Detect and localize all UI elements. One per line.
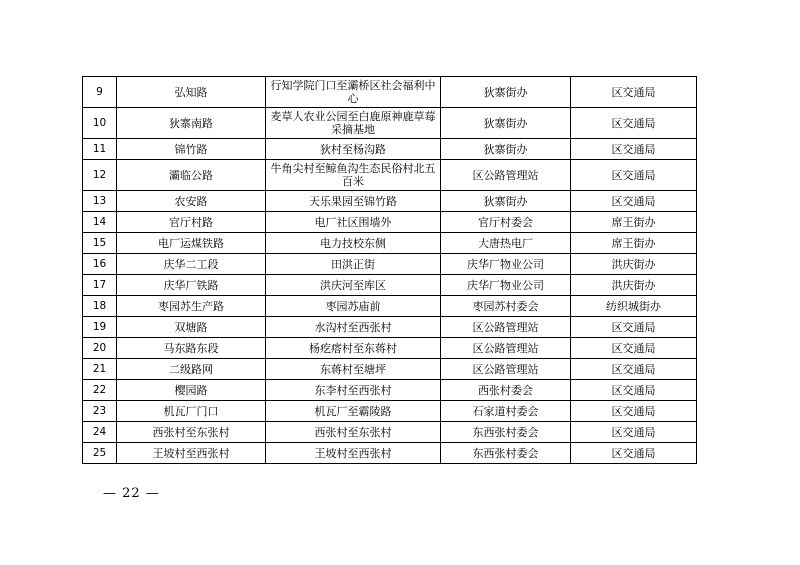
management-unit-cell: 区公路管理站: [441, 160, 571, 191]
management-unit-cell: 枣园苏村委会: [441, 296, 571, 317]
management-unit-cell: 大唐热电厂: [441, 233, 571, 254]
road-section-cell: 西张村至东张村: [266, 422, 441, 443]
management-unit-cell: 狄寨街办: [441, 191, 571, 212]
management-unit-cell: 狄寨街办: [441, 108, 571, 139]
supervising-unit-cell: 洪庆街办: [571, 275, 697, 296]
management-unit-cell: 狄寨街办: [441, 139, 571, 160]
row-number-cell: 15: [83, 233, 117, 254]
supervising-unit-cell: 区交通局: [571, 338, 697, 359]
management-unit-cell: 东西张村委会: [441, 443, 571, 464]
road-name-cell: 庆华二工段: [117, 254, 266, 275]
supervising-unit-cell: 区交通局: [571, 108, 697, 139]
road-section-cell: 天乐果园至锦竹路: [266, 191, 441, 212]
road-section-cell: 枣园苏庙前: [266, 296, 441, 317]
road-name-cell: 二级路网: [117, 359, 266, 380]
management-unit-cell: 区公路管理站: [441, 338, 571, 359]
road-name-cell: 机瓦厂门口: [117, 401, 266, 422]
supervising-unit-cell: 区交通局: [571, 77, 697, 108]
supervising-unit-cell: 区交通局: [571, 422, 697, 443]
table-row: [83, 77, 697, 108]
road-name-cell: 灞临公路: [117, 160, 266, 191]
road-name-cell: 弘知路: [117, 77, 266, 108]
road-name-cell: 锦竹路: [117, 139, 266, 160]
supervising-unit-cell: 纺织城街办: [571, 296, 697, 317]
management-unit-cell: 官厅村委会: [441, 212, 571, 233]
table-row: [83, 380, 697, 401]
road-section-cell: 王坡村至西张村: [266, 443, 441, 464]
management-unit-cell: 区公路管理站: [441, 359, 571, 380]
supervising-unit-cell: 洪庆街办: [571, 254, 697, 275]
table-row: [83, 160, 697, 191]
row-number-cell: 25: [83, 443, 117, 464]
row-number-cell: 17: [83, 275, 117, 296]
row-number-cell: 11: [83, 139, 117, 160]
road-section-cell: 牛角尖村至鲸鱼沟生态民俗村北五百米: [266, 160, 441, 191]
road-name-cell: 马东路东段: [117, 338, 266, 359]
row-number-cell: 24: [83, 422, 117, 443]
row-number-cell: 12: [83, 160, 117, 191]
row-number-cell: 18: [83, 296, 117, 317]
supervising-unit-cell: 席王街办: [571, 212, 697, 233]
road-name-cell: 官厅村路: [117, 212, 266, 233]
table-row: [83, 191, 697, 212]
supervising-unit-cell: 席王街办: [571, 233, 697, 254]
supervising-unit-cell: 区交通局: [571, 139, 697, 160]
supervising-unit-cell: 区交通局: [571, 317, 697, 338]
table-body: [83, 77, 697, 464]
row-number-cell: 20: [83, 338, 117, 359]
road-section-cell: 麦草人农业公园至白鹿原神鹿草莓采摘基地: [266, 108, 441, 139]
road-section-cell: 行知学院门口至灞桥区社会福利中心: [266, 77, 441, 108]
road-name-cell: 西张村至东张村: [117, 422, 266, 443]
management-unit-cell: 区公路管理站: [441, 317, 571, 338]
row-number-cell: 21: [83, 359, 117, 380]
table-row: [83, 108, 697, 139]
road-name-cell: 王坡村至西张村: [117, 443, 266, 464]
road-name-cell: 双塘路: [117, 317, 266, 338]
table-row: [83, 359, 697, 380]
management-unit-cell: 庆华厂物业公司: [441, 254, 571, 275]
road-name-cell: 樱园路: [117, 380, 266, 401]
table-row: [83, 422, 697, 443]
road-management-table: [82, 76, 697, 464]
road-name-cell: 狄寨南路: [117, 108, 266, 139]
table-row: [83, 296, 697, 317]
supervising-unit-cell: 区交通局: [571, 401, 697, 422]
table-row: [83, 212, 697, 233]
road-section-cell: 东李村至西张村: [266, 380, 441, 401]
road-name-cell: 电厂运煤铁路: [117, 233, 266, 254]
road-section-cell: 电力技校东侧: [266, 233, 441, 254]
road-name-cell: 枣园苏生产路: [117, 296, 266, 317]
road-section-cell: 水沟村至西张村: [266, 317, 441, 338]
row-number-cell: 13: [83, 191, 117, 212]
road-section-cell: 机瓦厂至霸陵路: [266, 401, 441, 422]
supervising-unit-cell: 区交通局: [571, 443, 697, 464]
row-number-cell: 22: [83, 380, 117, 401]
table-row: [83, 401, 697, 422]
road-section-cell: 东蒋村至塘坪: [266, 359, 441, 380]
row-number-cell: 16: [83, 254, 117, 275]
management-unit-cell: 西张村委会: [441, 380, 571, 401]
management-unit-cell: 石家道村委会: [441, 401, 571, 422]
row-number-cell: 23: [83, 401, 117, 422]
row-number-cell: 19: [83, 317, 117, 338]
supervising-unit-cell: 区交通局: [571, 359, 697, 380]
management-unit-cell: 东西张村委会: [441, 422, 571, 443]
road-section-cell: 杨疙瘩村至东蒋村: [266, 338, 441, 359]
road-section-cell: 电厂社区围墙外: [266, 212, 441, 233]
road-name-cell: 庆华厂铁路: [117, 275, 266, 296]
table-row: [83, 275, 697, 296]
row-number-cell: 14: [83, 212, 117, 233]
table-row: [83, 443, 697, 464]
table-row: [83, 317, 697, 338]
management-unit-cell: 狄寨街办: [441, 77, 571, 108]
table-row: [83, 233, 697, 254]
supervising-unit-cell: 区交通局: [571, 160, 697, 191]
row-number-cell: 10: [83, 108, 117, 139]
supervising-unit-cell: 区交通局: [571, 380, 697, 401]
road-section-cell: 狄村至杨沟路: [266, 139, 441, 160]
table-row: [83, 338, 697, 359]
table-row: [83, 139, 697, 160]
supervising-unit-cell: 区交通局: [571, 191, 697, 212]
road-section-cell: 洪庆河至库区: [266, 275, 441, 296]
row-number-cell: 9: [83, 77, 117, 108]
management-unit-cell: 庆华厂物业公司: [441, 275, 571, 296]
table-row: [83, 254, 697, 275]
page-number: — 22 —: [103, 486, 160, 501]
road-name-cell: 农安路: [117, 191, 266, 212]
road-section-cell: 田洪正街: [266, 254, 441, 275]
